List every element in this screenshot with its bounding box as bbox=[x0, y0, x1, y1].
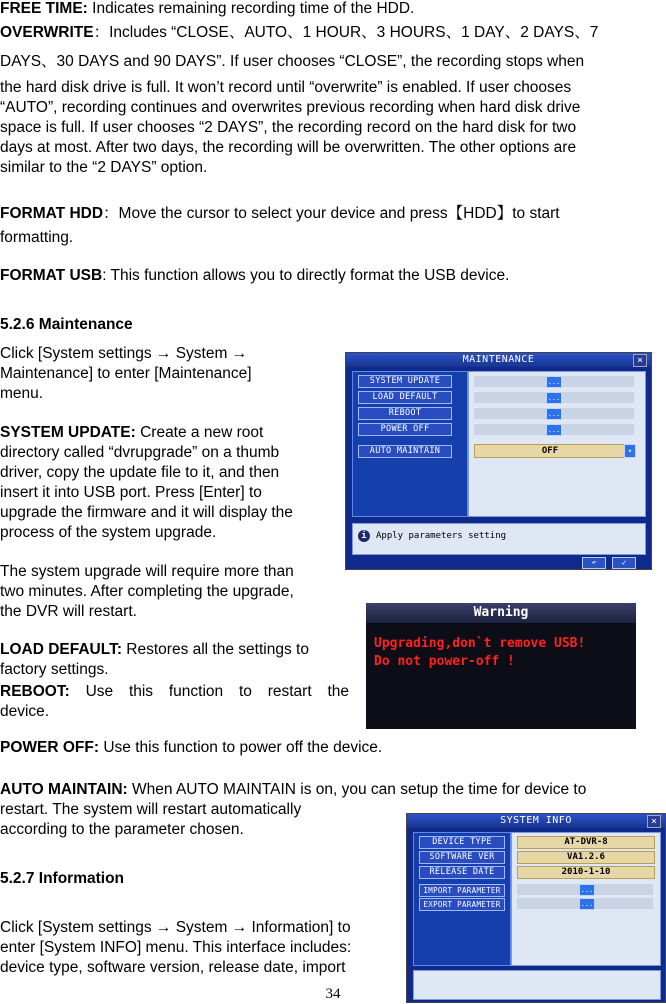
auto-maintain-label-button: AUTO MAINTAIN bbox=[358, 445, 452, 458]
system-update-line-2: directory called “dvrupgrade” on a thumb bbox=[0, 444, 280, 461]
overwrite-line-4: “AUTO”, recording continues and overwrites previous recording when hard disk drive bbox=[0, 99, 581, 116]
reboot-line-1 bbox=[0, 683, 349, 702]
upgrade-note-line-1: The system upgrade will require more than bbox=[0, 563, 294, 580]
system-info-screenshot bbox=[406, 813, 666, 1003]
load-default-text: Restores all the settings to bbox=[121, 641, 309, 658]
auto-maintain-line-2: restart. The system will restart automatically bbox=[0, 801, 302, 818]
information-line-3: device type, software version, release date, import bbox=[0, 959, 346, 976]
format-usb-paragraph bbox=[0, 267, 509, 286]
reboot-line-2: device. bbox=[0, 703, 50, 720]
information-line-1: Click [System settings → System → Information] to bbox=[0, 919, 351, 936]
load-default-line-1 bbox=[0, 641, 309, 660]
free-time-text: Indicates remaining recording time of the HDD. bbox=[87, 0, 415, 17]
warning-screenshot bbox=[366, 603, 636, 729]
overwrite-line-2: DAYS、30 DAYS and 90 DAYS”. If user chooses “CLOSE”, the recording stops when bbox=[0, 53, 585, 70]
maintenance-title: MAINTENANCE bbox=[346, 353, 651, 367]
format-hdd-line-1 bbox=[0, 205, 560, 224]
release-date-label: RELEASE DATE bbox=[419, 866, 505, 879]
overwrite-label: OVERWRITE bbox=[0, 24, 94, 41]
overwrite-line-7: similar to the “2 DAYS” option. bbox=[0, 159, 208, 176]
maintenance-intro-line-1: Click [System settings → System → bbox=[0, 345, 248, 362]
maintenance-intro-line-3: menu. bbox=[0, 385, 44, 402]
export-action: ... bbox=[580, 900, 594, 908]
system-info-title: SYSTEM INFO bbox=[407, 814, 665, 828]
import-parameter-label: IMPORT PARAMETER bbox=[419, 884, 505, 897]
format-usb-label: FORMAT USB bbox=[0, 267, 103, 284]
auto-maintain-text: When AUTO MAINTAIN is on, you can setup the time for device to bbox=[127, 781, 587, 798]
overwrite-text: ：Includes “CLOSE、AUTO、1 HOUR、3 HOURS、1 DAY、2 DAYS、7 bbox=[93, 24, 599, 41]
power-off-button: POWER OFF bbox=[358, 423, 452, 436]
info-hint-bar bbox=[413, 970, 661, 1000]
power-off-text: Use this function to power off the device. bbox=[99, 739, 383, 756]
close-icon: × bbox=[647, 815, 661, 828]
warning-line-1: Upgrading,don`t remove USB! bbox=[374, 636, 586, 651]
system-update-line-6: process of the system upgrade. bbox=[0, 524, 217, 541]
page-number: 34 bbox=[325, 986, 341, 1002]
overwrite-line-1 bbox=[0, 24, 598, 43]
load-default-line-2: factory settings. bbox=[0, 661, 109, 678]
system-update-line-1 bbox=[0, 424, 263, 443]
maintenance-screenshot bbox=[345, 352, 652, 570]
device-type-label: DEVICE TYPE bbox=[419, 836, 505, 849]
system-update-line-4: insert it into USB port. Press [Enter] to bbox=[0, 484, 262, 501]
overwrite-line-5: space is full. If user chooses “2 DAYS”, the recording record on the hard disk for two bbox=[0, 119, 577, 136]
system-update-line-3: driver, copy the update file to it, and then bbox=[0, 464, 280, 481]
free-time-paragraph bbox=[0, 0, 414, 19]
free-time-label: FREE TIME: bbox=[0, 0, 88, 17]
software-ver-value: VA1.2.6 bbox=[517, 851, 655, 864]
system-update-line-5: upgrade the firmware and it will display the bbox=[0, 504, 293, 521]
format-hdd-line-2: formatting. bbox=[0, 229, 74, 246]
format-hdd-text: ：Move the cursor to select your device and press【HDD】to start bbox=[103, 205, 560, 222]
chevron-down-icon: ▾ bbox=[624, 444, 636, 458]
format-hdd-label: FORMAT HDD bbox=[0, 205, 104, 222]
auto-maintain-select: OFF bbox=[474, 444, 626, 458]
reboot-label: REBOOT: bbox=[0, 683, 70, 700]
format-usb-text: : This function allows you to directly format the USB device. bbox=[102, 267, 510, 284]
reboot-action: ... bbox=[547, 410, 561, 418]
export-parameter-label: EXPORT PARAMETER bbox=[419, 898, 505, 911]
warning-title: Warning bbox=[366, 603, 636, 623]
release-date-value: 2010-1-10 bbox=[517, 866, 655, 879]
load-default-button: LOAD DEFAULT bbox=[358, 391, 452, 404]
upgrade-note-line-3: the DVR will restart. bbox=[0, 603, 137, 620]
load-default-label: LOAD DEFAULT: bbox=[0, 641, 122, 658]
power-off-paragraph bbox=[0, 739, 382, 758]
load-default-action: ... bbox=[547, 394, 561, 402]
back-icon: ↶ bbox=[582, 557, 606, 569]
overwrite-line-6: days at most. After two days, the recording will be overwritten. The other options are bbox=[0, 139, 577, 156]
device-type-value: AT-DVR-8 bbox=[517, 836, 655, 849]
information-line-2: enter [System INFO] menu. This interface includes: bbox=[0, 939, 352, 956]
check-icon: ✓ bbox=[612, 557, 636, 569]
software-ver-label: SOFTWARE VER bbox=[419, 851, 505, 864]
import-action: ... bbox=[580, 886, 594, 894]
auto-maintain-label: AUTO MAINTAIN: bbox=[0, 781, 128, 798]
power-off-label: POWER OFF: bbox=[0, 739, 100, 756]
warning-line-2: Do not power-off ! bbox=[374, 654, 515, 669]
reboot-button: REBOOT bbox=[358, 407, 452, 420]
overwrite-line-3: the hard disk drive is full. It won’t record until “overwrite” is enabled. If user chooses bbox=[0, 79, 572, 96]
maintenance-intro-line-2: Maintenance] to enter [Maintenance] bbox=[0, 365, 252, 382]
system-update-action: ... bbox=[547, 378, 561, 386]
system-update-button: SYSTEM UPDATE bbox=[358, 375, 452, 388]
auto-maintain-line-3: according to the parameter chosen. bbox=[0, 821, 244, 838]
system-update-label: SYSTEM UPDATE: bbox=[0, 424, 136, 441]
upgrade-note-line-2: two minutes. After completing the upgrade, bbox=[0, 583, 294, 600]
power-off-action: ... bbox=[547, 426, 561, 434]
section-heading-information: 5.2.7 Information bbox=[0, 870, 125, 887]
close-icon: × bbox=[633, 354, 647, 367]
auto-maintain-line-1 bbox=[0, 781, 586, 800]
system-update-text: Create a new root bbox=[135, 424, 264, 441]
section-heading-maintenance: 5.2.6 Maintenance bbox=[0, 316, 133, 333]
reboot-text: Use this function to restart the bbox=[85, 683, 349, 700]
info-icon: i bbox=[358, 530, 370, 542]
apply-hint: Apply parameters setting bbox=[376, 531, 507, 541]
